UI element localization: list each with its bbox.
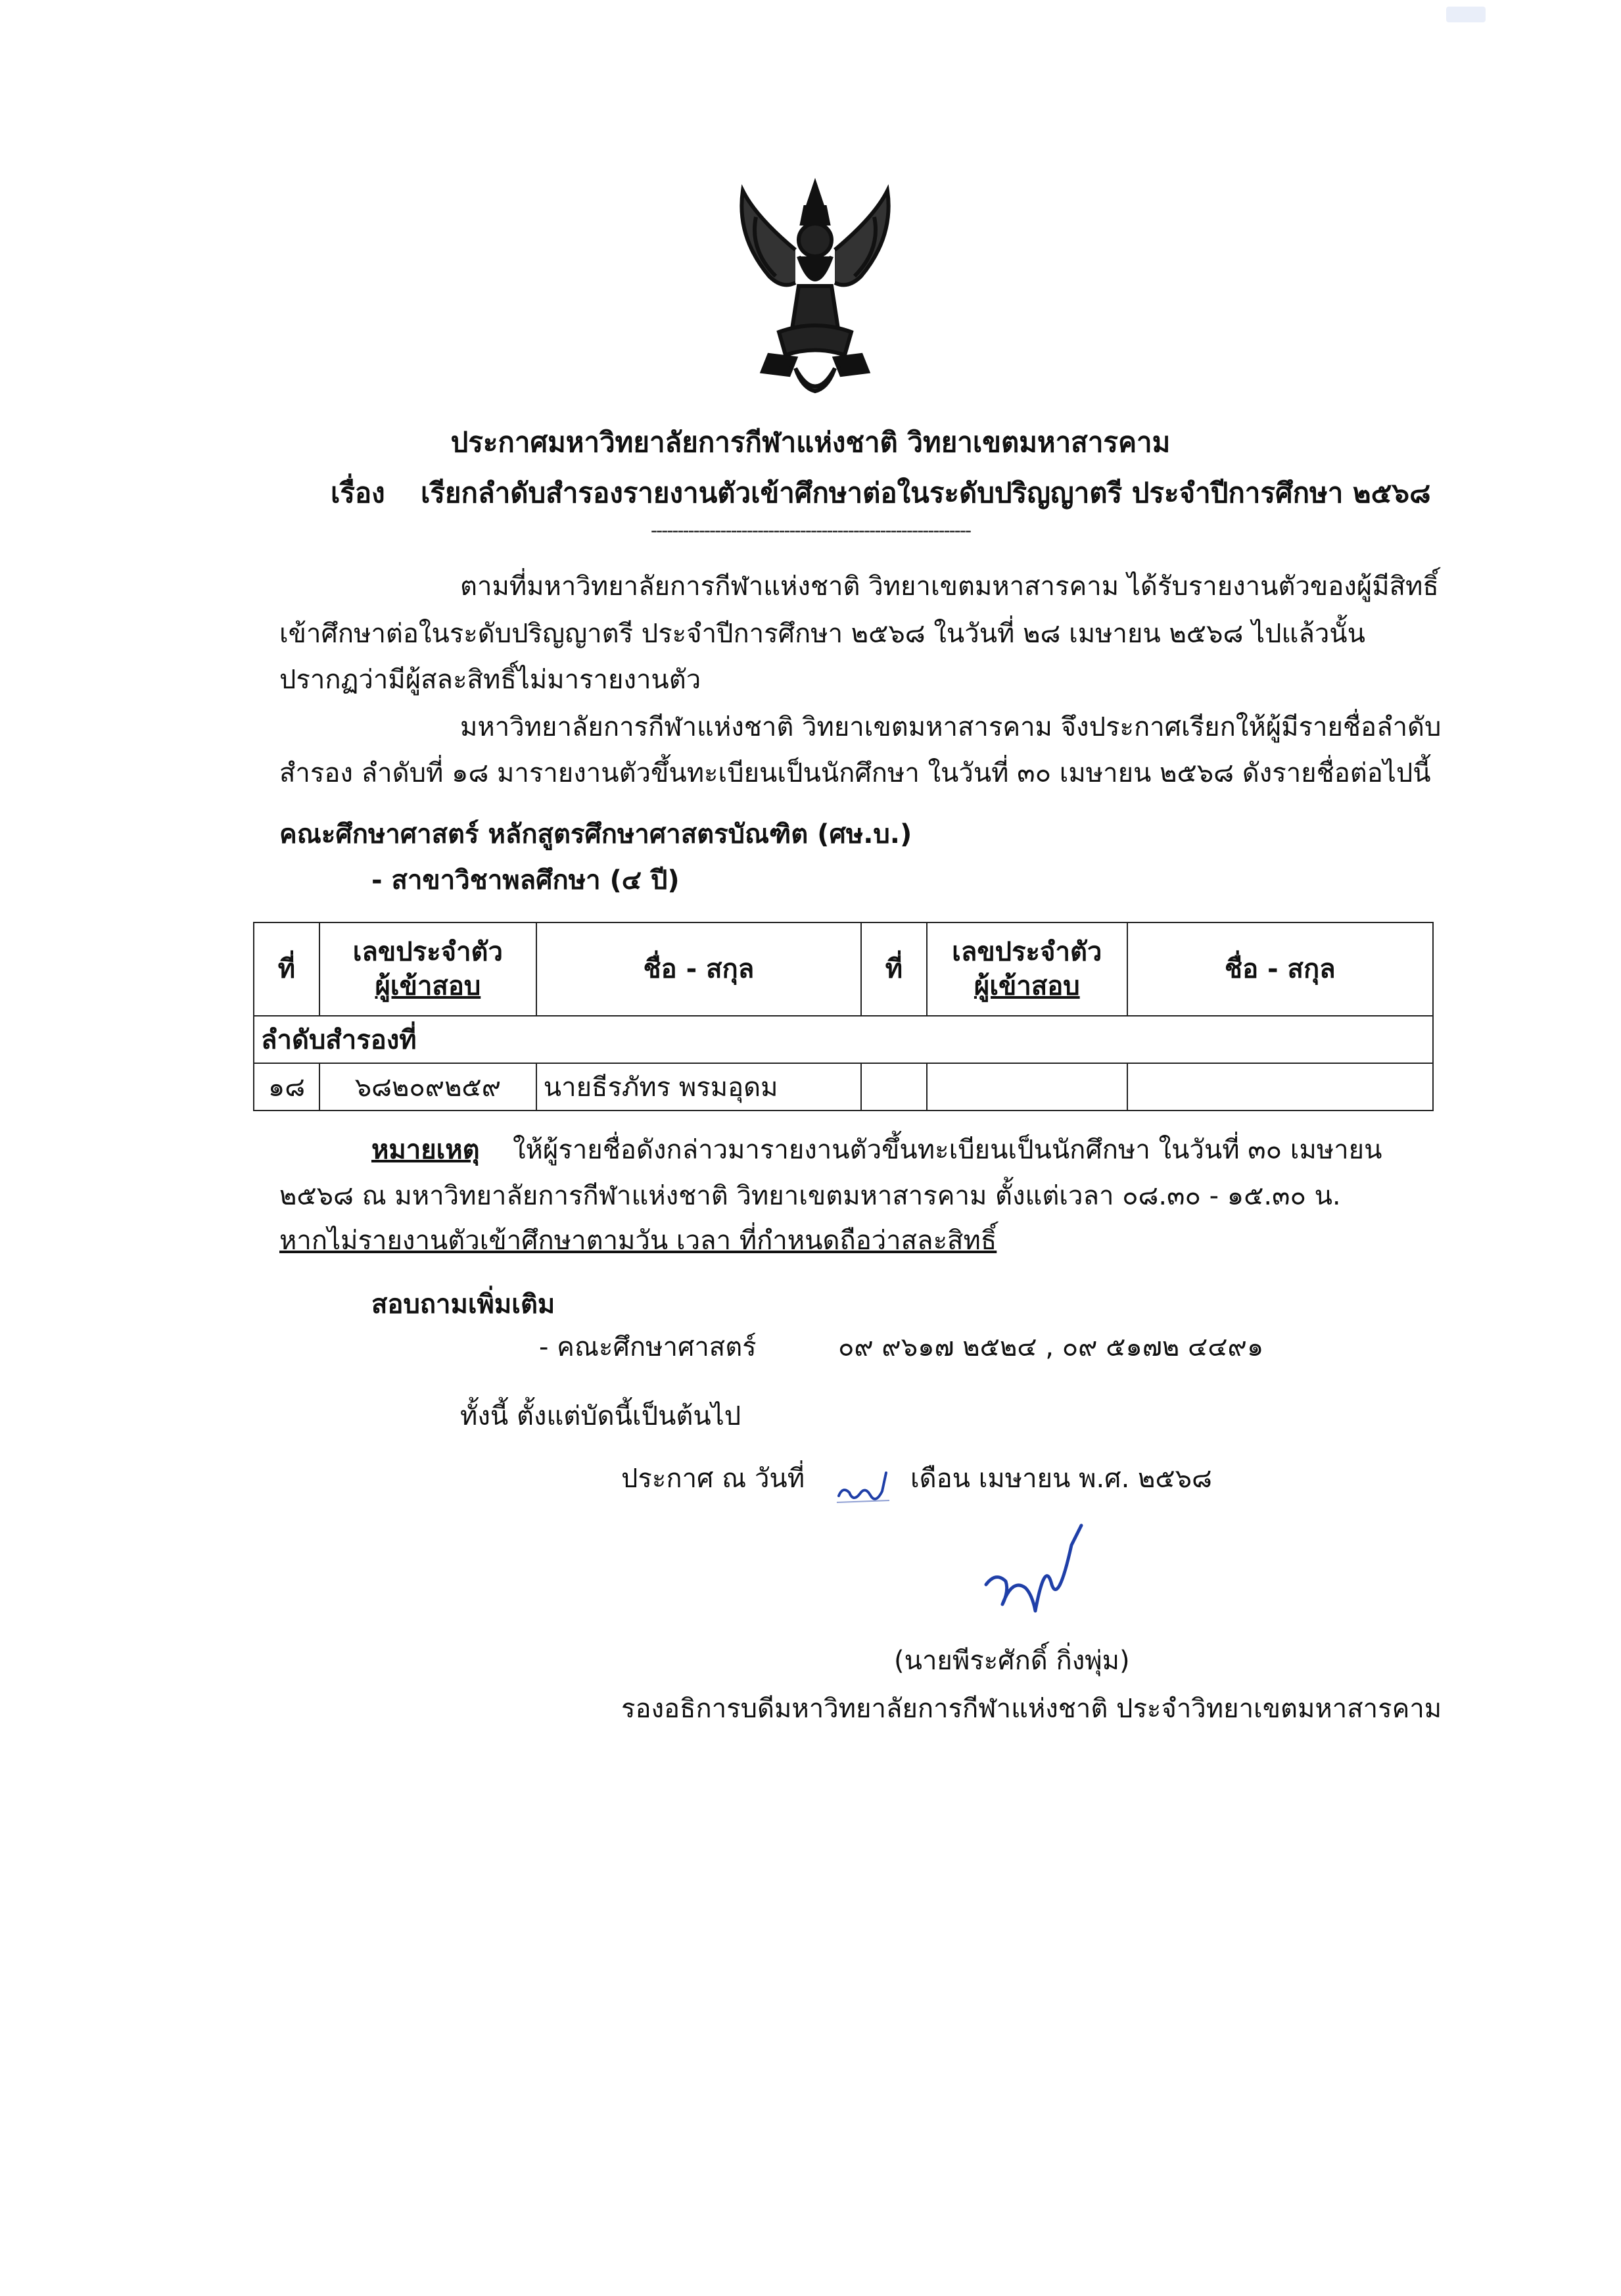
announcement-title: ประกาศมหาวิทยาลัยการกีฬาแห่งชาติ วิทยาเขตมหาสารคาม (450, 426, 1171, 458)
header-id (319, 922, 536, 1016)
header-id-line-1: เลขประจำตัว (352, 937, 503, 967)
header-divider: ------------------------------------------------------------ (650, 519, 971, 541)
paragraph-1-line-2: เข้าศึกษาต่อในระดับปริญญาตรี ประจำปีการศึกษา ๒๕๖๘ ในวันที่ ๒๘ เมษายน ๒๕๖๘ ไปแล้วนั้น (279, 619, 1365, 649)
row-id: ๖๘๒๐๙๒๕๙ (319, 1063, 536, 1111)
faculty-heading: คณะศึกษาศาสตร์ หลักสูตรศึกษาศาสตรบัณฑิต (ศษ.บ.) (279, 819, 912, 849)
section-label: ลำดับสำรองที่ (254, 1016, 1433, 1063)
row-no: ๑๘ (254, 1063, 319, 1111)
announced-prefix: ประกาศ ณ วันที่ (621, 1464, 805, 1494)
header-id-2 (927, 922, 1127, 1016)
table-header-row (254, 922, 1433, 1016)
signatory-name: (นายพีระศักดิ์ กิ่งพุ่ม) (894, 1646, 1130, 1676)
header-name-2: ชื่อ - สกุล (1127, 922, 1433, 1016)
announced-suffix: เดือน เมษายน พ.ศ. ๒๕๖๘ (910, 1464, 1212, 1494)
note-line-1: ให้ผู้รายชื่อดังกล่าวมารายงานตัวขึ้นทะเบียนเป็นนักศึกษา ในวันที่ ๓๐ เมษายน (513, 1135, 1382, 1165)
header-no-2: ที่ (861, 922, 927, 1016)
paragraph-1-line-1: ตามที่มหาวิทยาลัยการกีฬาแห่งชาติ วิทยาเขตมหาสารคาม ได้รับรายงานตัวของผู้มีสิทธิ์ (460, 571, 1439, 602)
contact-dept: - คณะศึกษาศาสตร์ (539, 1332, 757, 1362)
header-no: ที่ (254, 922, 319, 1016)
closing-line: ทั้งนี้ ตั้งแต่บัดนี้เป็นต้นไป (460, 1401, 741, 1431)
signature-image (973, 1519, 1104, 1624)
contact-heading: สอบถามเพิ่มเติม (371, 1289, 555, 1320)
header-id-line-2: ผู้เข้าสอบ (375, 971, 481, 1001)
header-name: ชื่อ - สกุล (536, 922, 861, 1016)
announcement-subject: เรียกลำดับสำรองรายงานตัวเข้าศึกษาต่อในระดับปริญญาตรี ประจำปีการศึกษา ๒๕๖๘ (421, 477, 1431, 509)
paragraph-2-line-1: มหาวิทยาลัยการกีฬาแห่งชาติ วิทยาเขตมหาสารคาม จึงประกาศเรียกให้ผู้มีรายชื่อลำดับ (460, 712, 1442, 742)
header-id-2-line-1: เลขประจำตัว (952, 937, 1102, 967)
row-name: นายธีรภัทร พรมอุดม (536, 1063, 861, 1111)
major-heading: - สาขาวิชาพลศึกษา (๔ ปี) (371, 865, 680, 896)
contact-phones: ๐๙ ๙๖๑๗ ๒๕๒๔ , ๐๙ ๕๑๗๒ ๔๔๙๑ (838, 1332, 1264, 1362)
garuda-emblem-icon (730, 178, 901, 404)
roster-table (253, 922, 1434, 1111)
note-line-3: หากไม่รายงานตัวเข้าศึกษาตามวัน เวลา ที่กำหนดถือว่าสละสิทธิ์ (279, 1226, 997, 1256)
table-row (254, 1063, 1433, 1111)
subject-label: เรื่อง (331, 477, 385, 509)
note-line-2: ๒๕๖๘ ณ มหาวิทยาลัยการกีฬาแห่งชาติ วิทยาเขตมหาสารคาม ตั้งแต่เวลา ๐๘.๓๐ - ๑๕.๓๐ น. (279, 1181, 1341, 1211)
row-empty-name (1127, 1063, 1433, 1111)
handwritten-day (834, 1466, 893, 1512)
scan-mark (1446, 7, 1486, 22)
paragraph-1-line-3: ปรากฏว่ามีผู้สละสิทธิ์ไม่มารายงานตัว (279, 665, 701, 695)
paragraph-2-line-2: สำรอง ลำดับที่ ๑๘ มารายงานตัวขึ้นทะเบียนเป็นนักศึกษา ในวันที่ ๓๐ เมษายน ๒๕๖๘ ดังรายชื่อต่อไปนี้ (279, 758, 1431, 788)
table-section-row (254, 1016, 1433, 1063)
signatory-position: รองอธิการบดีมหาวิทยาลัยการกีฬาแห่งชาติ ประจำวิทยาเขตมหาสารคาม (621, 1694, 1442, 1724)
header-id-2-line-2: ผู้เข้าสอบ (974, 971, 1080, 1001)
row-empty-no (861, 1063, 927, 1111)
note-label: หมายเหตุ (371, 1135, 480, 1165)
row-empty-id (927, 1063, 1127, 1111)
